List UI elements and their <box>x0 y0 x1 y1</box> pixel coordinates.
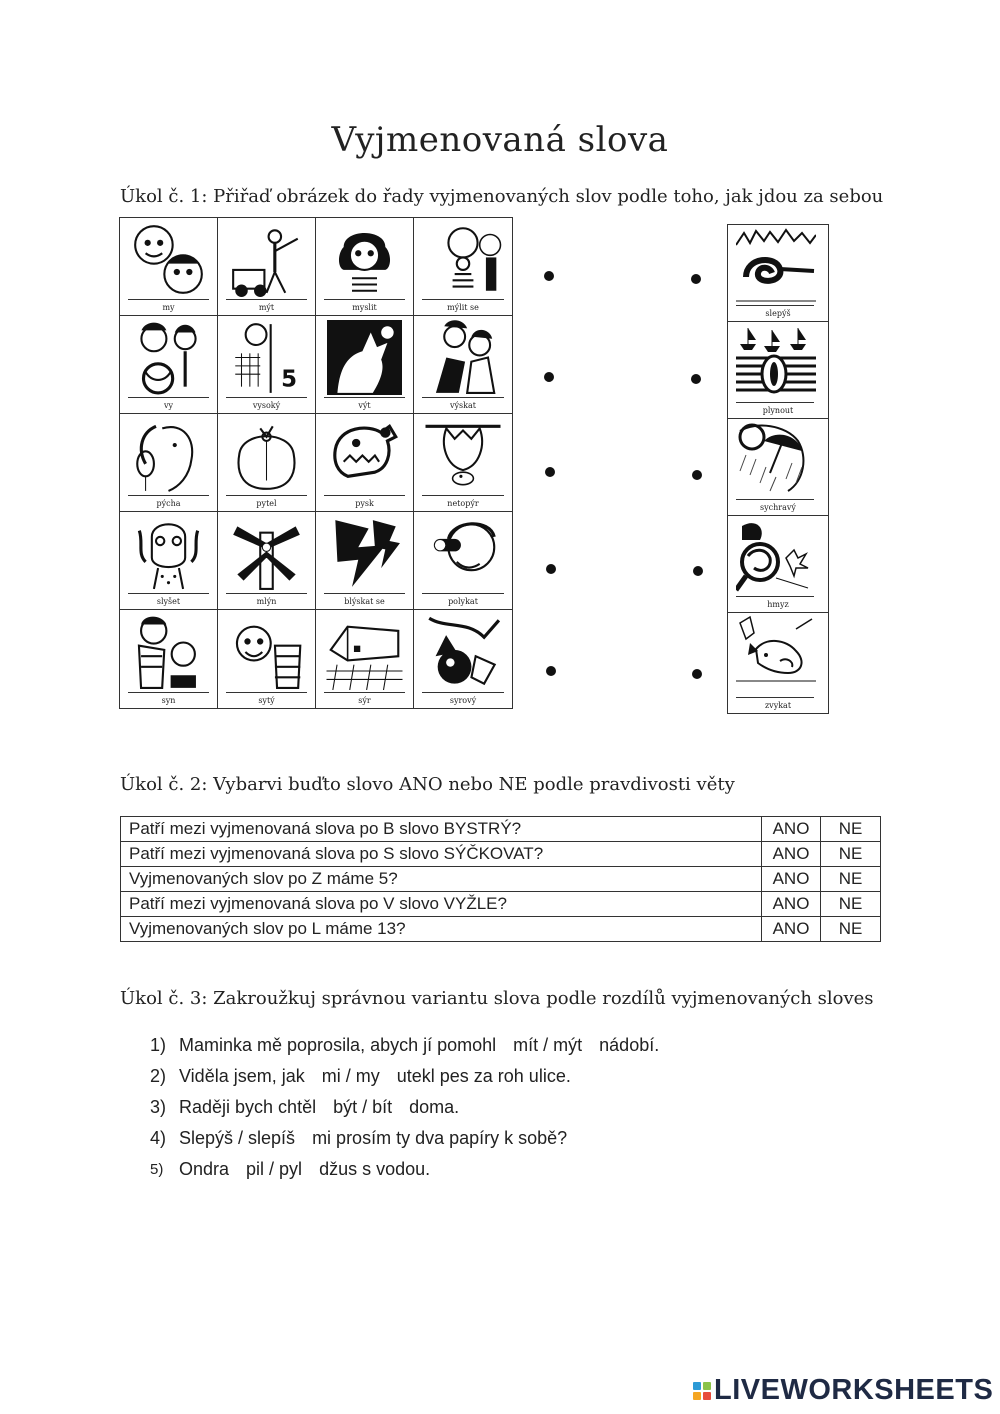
picture-illustration <box>226 516 307 591</box>
task1-heading: Úkol č. 1: Přiřaď obrázek do řady vyjmenovaných slov podle toho, jak jdou za sebou <box>120 186 884 207</box>
sentence-after: mi prosím ty dva papíry k sobě? <box>312 1128 568 1148</box>
picture-sychravy <box>736 421 814 495</box>
logo-square <box>693 1392 701 1400</box>
sentence-before: Raději bych chtěl <box>179 1097 317 1117</box>
match-dot-left[interactable] <box>545 467 555 477</box>
picture-label: syn <box>161 696 176 705</box>
picture-card <box>218 512 316 610</box>
picture-label: syrový <box>449 696 477 705</box>
match-dot-right[interactable] <box>692 669 702 679</box>
list-item <box>150 1092 659 1123</box>
picture-label: my <box>162 303 175 312</box>
picture-illustration <box>324 516 405 591</box>
picture-card <box>728 516 828 613</box>
question-cell: Vyjmenovaných slov po L máme 13? <box>121 917 762 942</box>
item-number: 2) <box>150 1066 167 1086</box>
picture-illustration <box>324 222 405 297</box>
picture-card <box>218 218 316 316</box>
picture-label: sychravý <box>760 503 796 512</box>
picture-card <box>316 316 414 414</box>
item-number: 5) <box>150 1161 164 1178</box>
task2-heading: Úkol č. 2: Vybarvi buďto slovo ANO nebo NE podle pravdivosti věty <box>120 774 735 795</box>
match-dot-right[interactable] <box>691 374 701 384</box>
picture-label: vy <box>163 401 174 410</box>
word-choice[interactable]: mít / mýt <box>513 1035 583 1055</box>
match-dot-right[interactable] <box>692 470 702 480</box>
picture-card <box>218 316 316 414</box>
picture-illustration <box>422 614 504 690</box>
picture-card <box>120 316 218 414</box>
word-choice[interactable]: pil / pyl <box>246 1159 303 1179</box>
picture-label: mýlit se <box>447 303 479 312</box>
picture-card <box>728 419 828 516</box>
picture-label: pýcha <box>156 499 181 508</box>
svg-text:5: 5 <box>281 366 298 393</box>
sentence-before: Maminka mě poprosila, abych jí pomohl <box>179 1035 497 1055</box>
item-number: 3) <box>150 1097 167 1117</box>
page-title: Vyjmenovaná slova <box>331 120 669 160</box>
task3-heading: Úkol č. 3: Zakroužkuj správnou variantu slova podle rozdílů vyjmenovaných sloves <box>120 988 874 1009</box>
list-item <box>150 1154 659 1185</box>
picture-illustration <box>226 418 307 493</box>
answer-no[interactable]: NE <box>821 842 881 867</box>
sentence-after: doma. <box>409 1097 460 1117</box>
picture-illustration <box>422 516 504 591</box>
question-cell: Patří mezi vyjmenovaná slova po B slovo BYSTRÝ? <box>121 817 762 842</box>
picture-illustration <box>422 418 504 493</box>
answer-no[interactable]: NE <box>821 917 881 942</box>
match-dot-left[interactable] <box>544 372 554 382</box>
table-row <box>121 842 881 867</box>
answer-yes[interactable]: ANO <box>762 867 821 892</box>
match-dot-left[interactable] <box>546 666 556 676</box>
picture-card <box>316 414 414 512</box>
logo-square <box>703 1392 711 1400</box>
picture-card <box>728 322 828 419</box>
picture-card <box>120 512 218 610</box>
picture-card <box>414 512 512 610</box>
list-item <box>150 1061 659 1092</box>
question-cell: Vyjmenovaných slov po Z máme 5? <box>121 867 762 892</box>
picture-illustration <box>226 222 307 297</box>
picture-label: výt <box>358 401 371 410</box>
liveworksheets-logo <box>693 1374 993 1407</box>
picture-card <box>218 610 316 708</box>
picture-illustration <box>422 320 504 395</box>
logo-text: LIVEWORKSHEETS <box>714 1374 994 1406</box>
picture-illustration <box>226 320 307 395</box>
word-choice[interactable]: mi / my <box>321 1066 380 1086</box>
match-dot-left[interactable] <box>544 271 554 281</box>
item-number: 1) <box>150 1035 167 1055</box>
picture-illustration <box>128 516 209 591</box>
answer-no[interactable]: NE <box>821 867 881 892</box>
picture-card <box>120 218 218 316</box>
picture-card <box>316 512 414 610</box>
table-row <box>121 817 881 842</box>
answer-yes[interactable]: ANO <box>762 892 821 917</box>
picture-column-right <box>727 224 829 714</box>
match-dot-left[interactable] <box>546 564 556 574</box>
question-cell: Patří mezi vyjmenovaná slova po S slovo SÝČKOVAT? <box>121 842 762 867</box>
truth-table <box>120 816 881 942</box>
picture-label: blýskat se <box>344 597 385 606</box>
picture-label: netopýr <box>447 499 479 508</box>
answer-yes[interactable]: ANO <box>762 842 821 867</box>
picture-card <box>414 610 512 708</box>
picture-card <box>414 316 512 414</box>
picture-card <box>728 225 828 322</box>
answer-no[interactable]: NE <box>821 892 881 917</box>
item-number: 4) <box>150 1128 167 1148</box>
sentence-list <box>150 1030 659 1185</box>
answer-no[interactable]: NE <box>821 817 881 842</box>
logo-square <box>693 1382 701 1390</box>
table-row <box>121 917 881 942</box>
picture-illustration <box>324 418 405 493</box>
list-item <box>150 1123 659 1154</box>
picture-label: vysoký <box>252 401 281 410</box>
answer-yes[interactable]: ANO <box>762 817 821 842</box>
picture-label: mýt <box>258 303 275 312</box>
match-dot-right[interactable] <box>691 274 701 284</box>
picture-card <box>120 414 218 512</box>
match-dot-right[interactable] <box>693 566 703 576</box>
picture-card <box>120 610 218 708</box>
picture-card <box>414 414 512 512</box>
picture-illustration <box>226 614 307 690</box>
sentence-after: utekl pes za roh ulice. <box>396 1066 571 1086</box>
list-item <box>150 1030 659 1061</box>
picture-label: slyšet <box>156 597 181 606</box>
sentence-before: Viděla jsem, jak <box>179 1066 305 1086</box>
picture-label: sytý <box>258 696 275 705</box>
picture-label: polykat <box>448 597 478 606</box>
picture-label: hmyz <box>767 600 789 609</box>
picture-plynout <box>736 324 814 398</box>
picture-hmyz <box>736 518 814 592</box>
picture-card <box>316 610 414 708</box>
sentence-after: džus s vodou. <box>319 1159 431 1179</box>
picture-label: pytel <box>256 499 277 508</box>
picture-grid <box>119 217 513 709</box>
sentence-after: nádobí. <box>599 1035 660 1055</box>
table-row <box>121 892 881 917</box>
picture-label: pysk <box>355 499 374 508</box>
picture-slepys <box>736 227 814 301</box>
picture-illustration <box>324 320 405 395</box>
picture-label: zvykat <box>764 701 792 710</box>
question-cell: Patří mezi vyjmenovaná slova po V slovo VYŽLE? <box>121 892 762 917</box>
picture-illustration <box>128 614 209 690</box>
picture-label: sýr <box>358 696 371 705</box>
sentence-before: Ondra <box>179 1159 230 1179</box>
logo-mark-icon <box>693 1382 711 1400</box>
picture-card <box>728 613 828 713</box>
picture-illustration <box>422 222 504 297</box>
picture-illustration <box>128 222 209 297</box>
picture-label: myslit <box>352 303 377 312</box>
word-choice[interactable]: Slepýš / slepíš <box>179 1128 296 1148</box>
picture-label: mlýn <box>256 597 277 606</box>
picture-card <box>218 414 316 512</box>
picture-card <box>316 218 414 316</box>
word-choice[interactable]: být / bít <box>333 1097 393 1117</box>
picture-label: výskat <box>450 401 476 410</box>
picture-illustration <box>128 418 209 493</box>
picture-label: slepýš <box>765 309 791 318</box>
picture-illustration <box>324 614 405 690</box>
picture-label: plynout <box>762 406 794 415</box>
picture-card <box>414 218 512 316</box>
logo-square <box>703 1382 711 1390</box>
picture-zvykat <box>736 615 814 693</box>
answer-yes[interactable]: ANO <box>762 917 821 942</box>
picture-illustration <box>128 320 209 395</box>
table-row <box>121 867 881 892</box>
